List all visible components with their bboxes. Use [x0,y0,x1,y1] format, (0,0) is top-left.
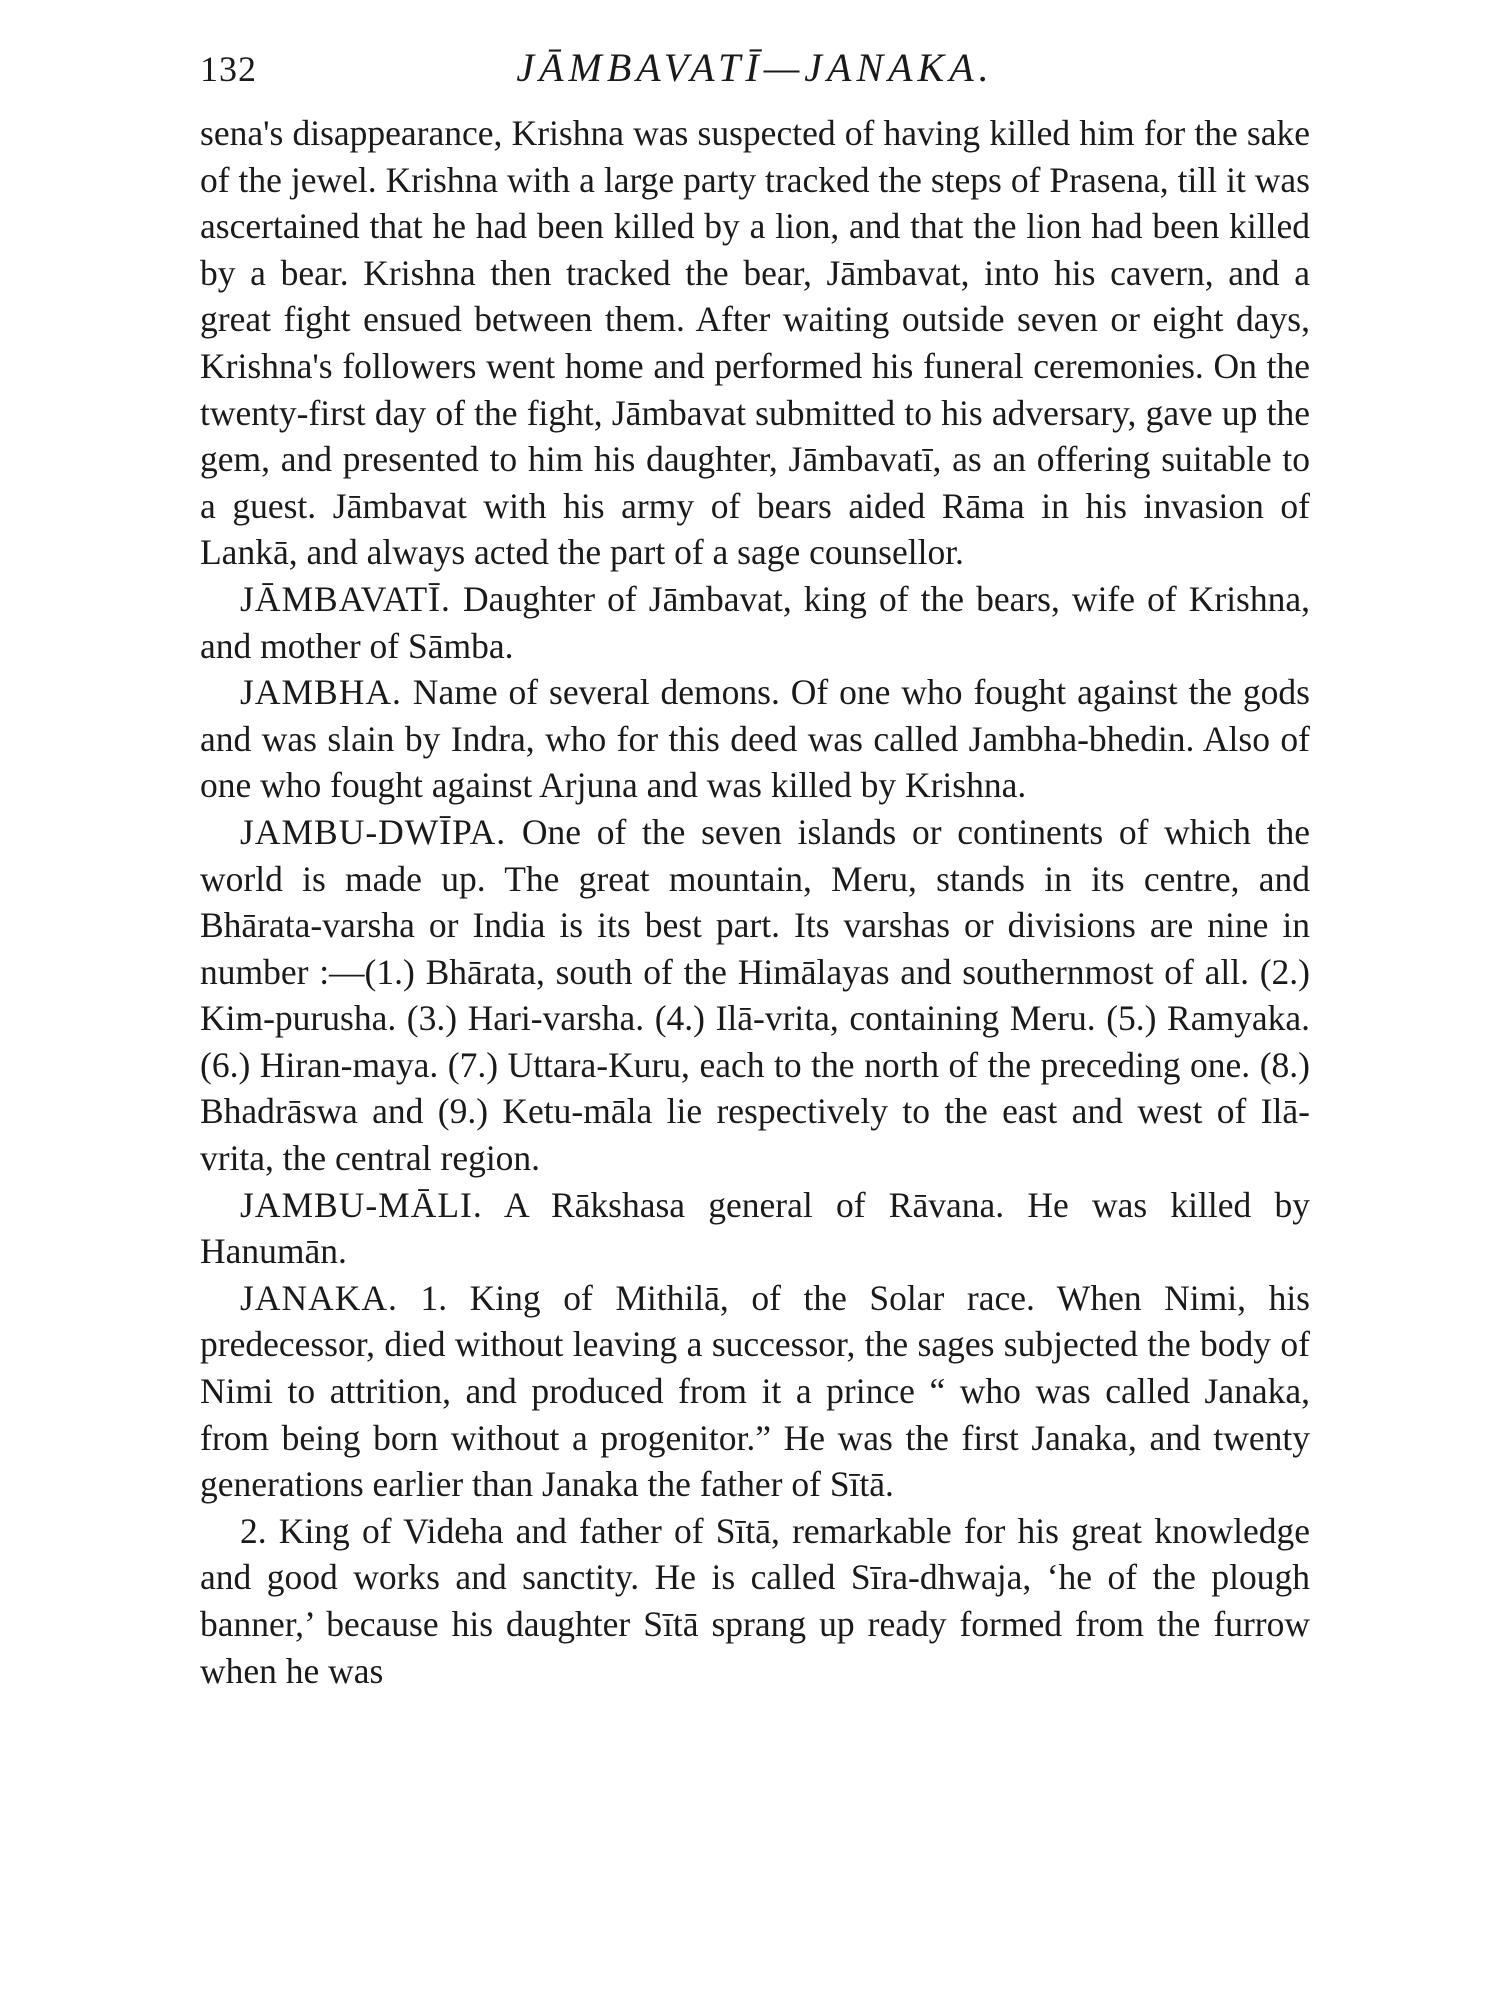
page-header [200,40,1310,96]
headword: JAMBHA. [240,672,402,713]
entry-jambu-dwipa [200,809,1310,1182]
entry-jambha [200,669,1310,809]
page-number: 132 [200,49,257,89]
entry-jambu-mali [200,1182,1310,1275]
paragraph-text: sena's disappearance, Krishna was suspected of having killed him for the sake of the jewel. Krishna with a large party tracked the steps of Prasena, till it was ascertained that he had been killed by a lion, and that the lion had been killed by a bear. Krishna then tracked the bear, Jāmbavat, into his cavern, and a great fight ensued between them. After waiting outside seven or eight days, Krishna's followers went home and performed his funeral ceremonies. On the twenty-first day of the fight, Jāmbavat submitted to his adversary, gave up the gem, and presented to him his daughter, Jāmbavatī, as an offering suitable to a guest. Jāmbavat with his army of bears aided Rāma in his invasion of Lankā, and always acted the part of a sage counsellor. [200,113,1310,573]
body-text [200,110,1310,1694]
entry-jambavati [200,576,1310,669]
entry-janaka-2 [200,1508,1310,1694]
entry-janaka [200,1275,1310,1508]
paragraph-continuation [200,110,1310,576]
book-page [200,40,1310,1694]
headword: JAMBU-DWĪPA. [240,811,507,852]
entry-text: 1. King of Mithilā, of the Solar race. When Nimi, his predecessor, died without leaving a successor, the sages subjected the body of Nimi to attrition, and produced from it a prince “ who was called Janaka, from being born without a progenitor.” He was the first Janaka, and twenty generations earlier than Janaka the father of Sītā. [200,1277,1310,1505]
entry-text: Daughter of Jāmbavat, king of the bears, wife of Krishna, and mother of Sāmba. [200,578,1310,666]
headword: JĀMBAVATĪ. [240,578,451,619]
running-title: JĀMBAVATĪ—JANAKA. [516,45,994,90]
entry-text: A Rākshasa general of Rāvana. He was killed by Hanumān. [200,1184,1310,1272]
headword: JAMBU-MĀLI. [240,1184,483,1225]
headword: JANAKA. [240,1277,398,1318]
entry-text: One of the seven islands or continents of which the world is made up. The great mountain, Meru, stands in its centre, and Bhārata-varsha or India is its best part. Its varshas or divisions are nine in number :—(1.) Bhārata, south of the Himālayas and southernmost of all. (2.) Kim-purusha. (3.) Hari-varsha. (4.) Ilā-vrita, containing Meru. (5.) Ramyaka. (6.) Hiran-maya. (7.) Uttara-Kuru, each to the north of the preceding one. (8.) Bhadrāswa and (9.) Ketu-māla lie respectively to the east and west of Ilā-vrita, the central region. [200,811,1310,1179]
entry-text: Name of several demons. Of one who fought against the gods and was slain by Indra, who for this deed was called Jambha-bhedin. Also of one who fought against Arjuna and was killed by Krishna. [200,672,1310,806]
entry-text: 2. King of Videha and father of Sītā, remarkable for his great knowledge and good works and sanctity. He is called Sīra-dhwaja, ‘he of the plough banner,’ because his daughter Sītā sprang up ready formed from the furrow when he was [200,1510,1310,1691]
